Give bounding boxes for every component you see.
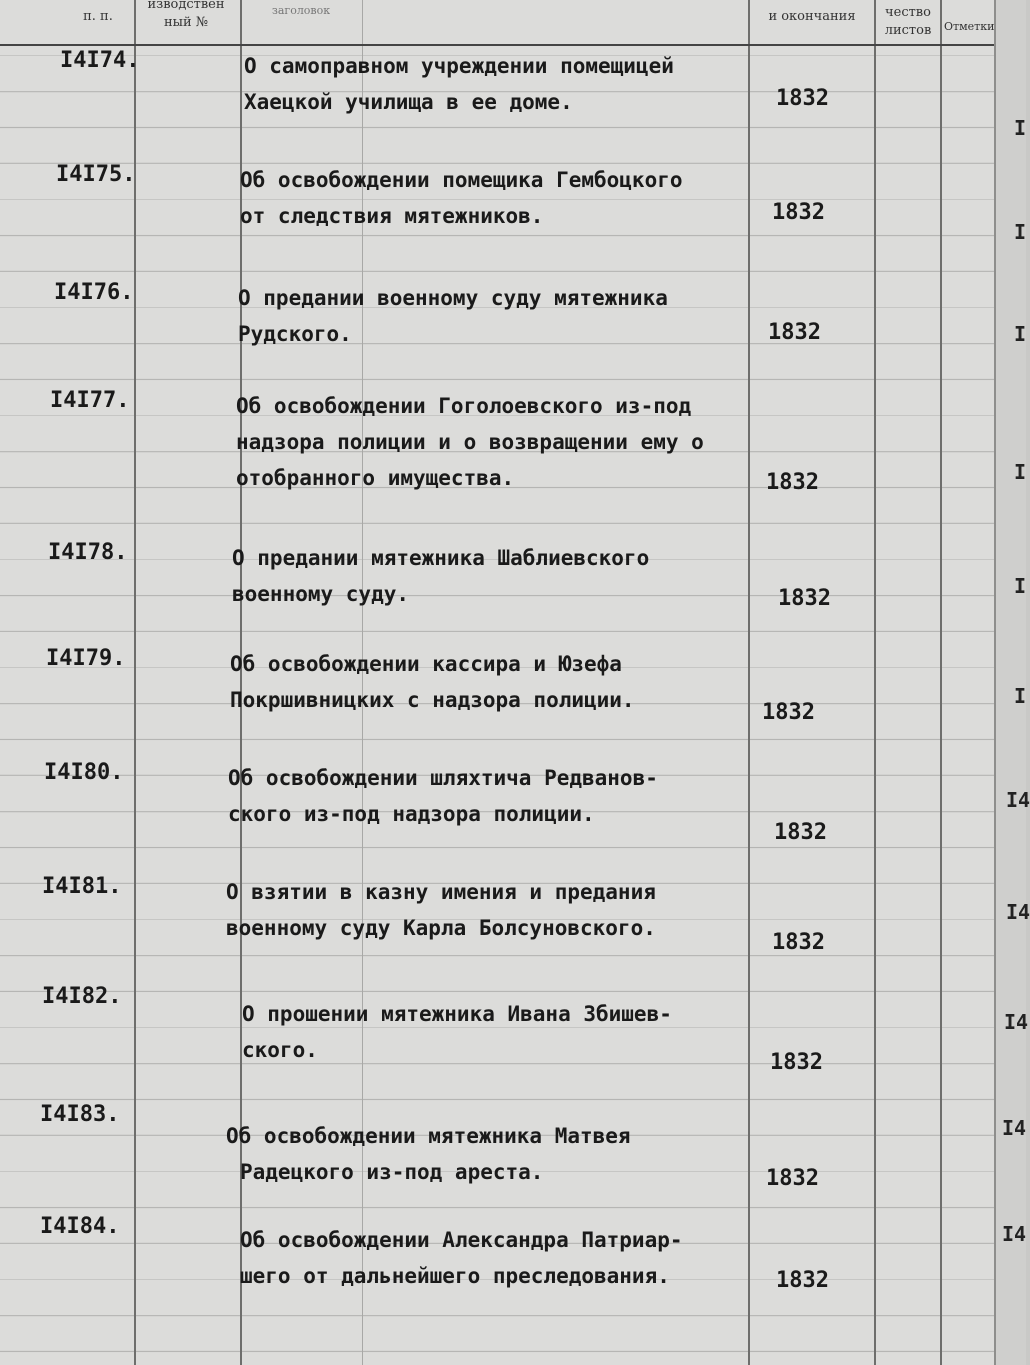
header-col-number: п. п. bbox=[83, 9, 113, 24]
column-divider bbox=[134, 0, 136, 1365]
entry-year: 1832 bbox=[774, 820, 827, 845]
entry-title-line: надзора полиции и о возвращении ему о bbox=[236, 430, 704, 454]
entry-title-line: Об освобождении кассира и Юзефа bbox=[230, 652, 622, 676]
adjacent-page-mark: I bbox=[1014, 116, 1027, 140]
entry-title bbox=[226, 874, 766, 946]
adjacent-page-mark: I4 bbox=[1004, 1010, 1029, 1034]
entry-number: I4I82. bbox=[42, 984, 122, 1009]
entry-title-line: О предании мятежника Шаблиевского bbox=[232, 546, 650, 570]
entry-title-line: Об освобождении Гоголоевского из-под bbox=[236, 394, 692, 418]
entry-title-line: О прошении мятежника Ивана Збишев- bbox=[242, 1002, 672, 1026]
entry-title-line: Рудского. bbox=[238, 322, 352, 346]
entry-number: I4I75. bbox=[56, 162, 136, 187]
entry-year: 1832 bbox=[778, 586, 831, 611]
entry-title-line: О самоправном учреждении помещицей bbox=[244, 54, 674, 78]
entry-title-line: военному суду Карла Болсуновского. bbox=[226, 916, 656, 940]
entry-title-line: Хаецкой училища в ее доме. bbox=[244, 90, 573, 114]
entry-year: 1832 bbox=[768, 320, 821, 345]
entry-title-line: Об освобождении шляхтича Редванов- bbox=[228, 766, 658, 790]
entry-number: I4I78. bbox=[48, 540, 128, 565]
entry-title-line: Об освобождении Александра Патриар- bbox=[240, 1228, 683, 1252]
entry-number: I4I76. bbox=[54, 280, 134, 305]
entry-title bbox=[242, 996, 782, 1068]
header-col-inventory bbox=[138, 0, 234, 32]
entry-year: 1832 bbox=[776, 86, 829, 111]
entry-title bbox=[232, 540, 772, 612]
entry-title bbox=[230, 646, 770, 718]
header-rule bbox=[0, 44, 994, 46]
entry-title-line: Об освобождении мятежника Матвея bbox=[226, 1124, 631, 1148]
header-col-title: заголовок bbox=[271, 4, 331, 17]
adjacent-page-mark: I bbox=[1014, 220, 1027, 244]
entry-title-line: шего от дальнейшего преследования. bbox=[240, 1264, 670, 1288]
adjacent-page-edge bbox=[994, 0, 1030, 1365]
entry-year: 1832 bbox=[772, 930, 825, 955]
header-col-sheets-line1: чество bbox=[885, 5, 931, 20]
entry-title bbox=[238, 280, 778, 352]
entry-title-line: отобранного имущества. bbox=[236, 466, 515, 490]
header-col-notes: Отметки bbox=[944, 20, 995, 33]
entry-number: I4I84. bbox=[40, 1214, 120, 1239]
entry-title-line: ского из-под надзора полиции. bbox=[228, 802, 595, 826]
adjacent-page-mark: I4 bbox=[1006, 900, 1030, 924]
entry-title-line: ского. bbox=[242, 1038, 318, 1062]
entry-title-line: военному суду. bbox=[232, 582, 410, 606]
entry-title bbox=[244, 48, 784, 120]
entry-title-line: Радецкого из-под ареста. bbox=[240, 1160, 544, 1184]
adjacent-page-mark: I4 bbox=[1006, 788, 1030, 812]
adjacent-page-mark: I4 bbox=[1002, 1222, 1027, 1246]
entry-number: I4I74. bbox=[60, 48, 140, 73]
entry-title bbox=[236, 388, 776, 496]
entry-title-line: О взятии в казну имения и предания bbox=[226, 880, 656, 904]
entry-title bbox=[240, 1222, 780, 1294]
column-divider bbox=[940, 0, 942, 1365]
header-col-sheets-line2: листов bbox=[884, 23, 932, 38]
header-col-dates: и окончания bbox=[768, 9, 856, 24]
entry-year: 1832 bbox=[766, 470, 819, 495]
column-divider bbox=[874, 0, 876, 1365]
adjacent-page-mark: I bbox=[1014, 684, 1027, 708]
adjacent-page-mark: I4 bbox=[1002, 1116, 1027, 1140]
entry-number: I4I77. bbox=[50, 388, 130, 413]
entry-year: 1832 bbox=[770, 1050, 823, 1075]
entry-title-line: О предании военному суду мятежника bbox=[238, 286, 668, 310]
entry-title bbox=[228, 760, 768, 832]
entry-title-line: Об освобождении помещика Гембоцкого bbox=[240, 168, 683, 192]
header-col-sheets bbox=[878, 4, 938, 40]
entry-title bbox=[226, 1118, 766, 1190]
entry-year: 1832 bbox=[762, 700, 815, 725]
entry-year: 1832 bbox=[776, 1268, 829, 1293]
entry-year: 1832 bbox=[766, 1166, 819, 1191]
header-col-inventory-line2: ный № bbox=[163, 15, 209, 30]
entry-title-line: Покршивницких с надзора полиции. bbox=[230, 688, 635, 712]
entry-number: I4I79. bbox=[46, 646, 126, 671]
adjacent-page-mark: I bbox=[1014, 574, 1027, 598]
adjacent-page-mark: I bbox=[1014, 322, 1027, 346]
entry-title bbox=[240, 162, 780, 234]
entry-year: 1832 bbox=[772, 200, 825, 225]
adjacent-page-mark: I bbox=[1014, 460, 1027, 484]
entry-title-line: от следствия мятежников. bbox=[240, 204, 544, 228]
entry-number: I4I81. bbox=[42, 874, 122, 899]
entry-number: I4I83. bbox=[40, 1102, 120, 1127]
entry-number: I4I80. bbox=[44, 760, 124, 785]
header-col-inventory-line1: изводствен bbox=[147, 0, 225, 12]
